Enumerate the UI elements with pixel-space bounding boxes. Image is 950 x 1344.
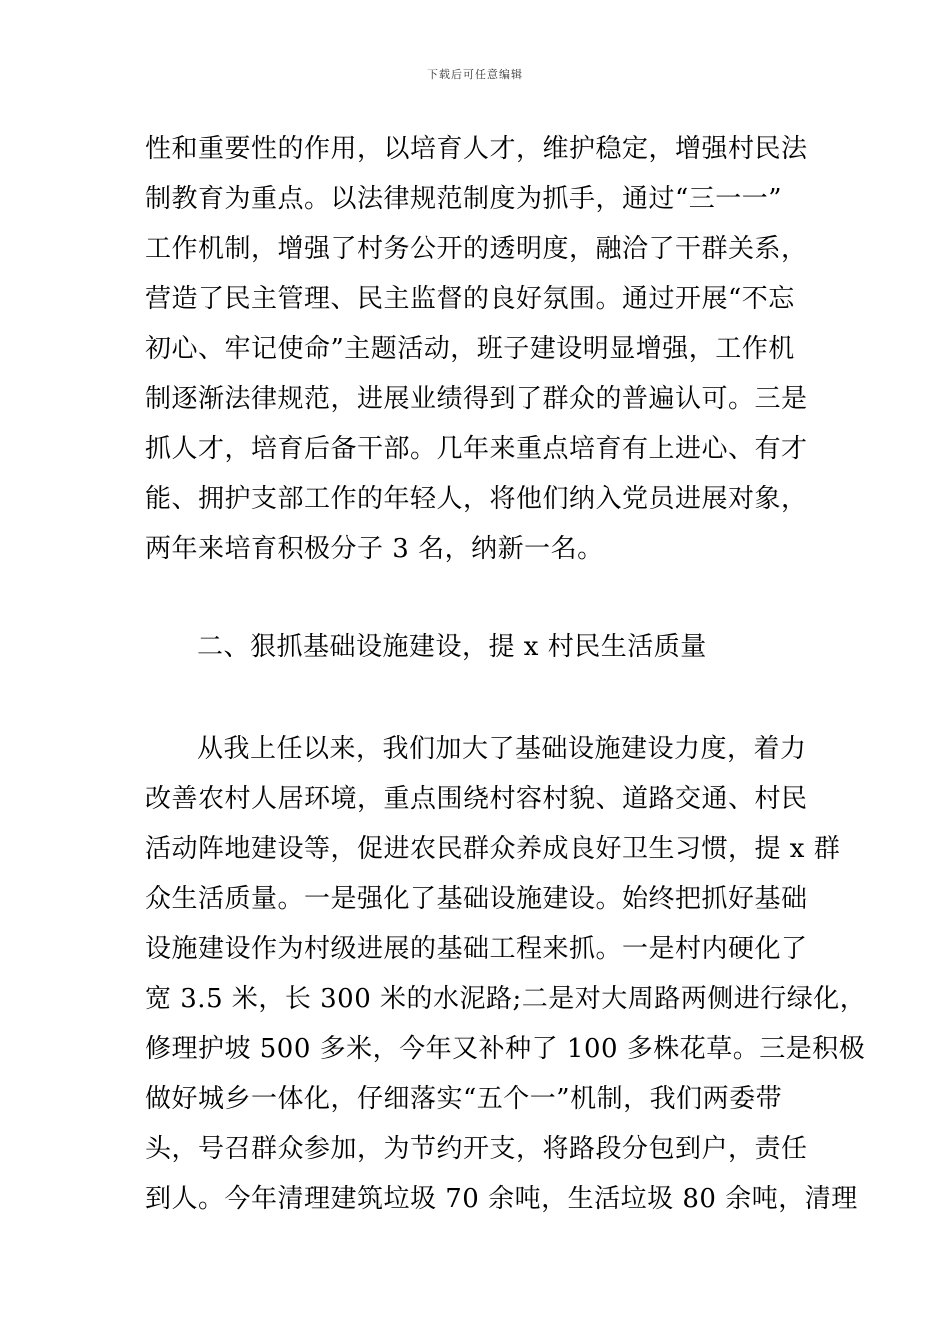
paragraph-line: 头，号召群众参加，为节约开支，将路段分包到户，责任 (145, 1134, 808, 1164)
paragraph-line: 活动阵地建设等，促进农民群众养成良好卫生习惯，提 x 群 (145, 834, 841, 864)
paragraph-line: 能、拥护支部工作的年轻人，将他们纳入党员进展对象， (145, 484, 808, 514)
header-note: 下载后可任意编辑 (427, 68, 523, 81)
paragraph-line: 抓人才，培育后备干部。几年来重点培育有上进心、有才 (145, 434, 808, 464)
paragraph-line: 做好城乡一体化，仔细落实“五个一”机制，我们两委带 (145, 1084, 783, 1114)
paragraph-line: 性和重要性的作用，以培育人才，维护稳定，增强村民法 (145, 134, 808, 164)
paragraph-line: 制教育为重点。以法律规范制度为抓手，通过“三一一” (145, 184, 783, 214)
paragraph-line: 众生活质量。一是强化了基础设施建设。始终把抓好基础 (145, 884, 808, 914)
paragraph-line: 到人。今年清理建筑垃圾 70 余吨，生活垃圾 80 余吨，清理 (145, 1184, 858, 1214)
paragraph-line: 宽 3.5 米，长 300 米的水泥路;二是对大周路两侧进行绿化， (145, 984, 867, 1014)
paragraph-line: 工作机制，增强了村务公开的透明度，融洽了干群关系， (145, 234, 808, 264)
section-heading: 二、狠抓基础设施建设，提 x 村民生活质量 (197, 632, 707, 662)
paragraph-line: 营造了民主管理、民主监督的良好氛围。通过开展“不忘 (145, 284, 795, 314)
paragraph-line: 修理护坡 500 多米，今年又补种了 100 多株花草。三是积极 (145, 1034, 866, 1064)
paragraph-line: 制逐渐法律规范，进展业绩得到了群众的普遍认可。三是 (145, 384, 808, 414)
paragraph-line: 改善农村人居环境，重点围绕村容村貌、道路交通、村民 (145, 784, 808, 814)
paragraph-line: 两年来培育积极分子 3 名，纳新一名。 (145, 534, 604, 564)
paragraph-line: 初心、牢记使命”主题活动，班子建设明显增强，工作机 (145, 334, 795, 364)
paragraph-line: 设施建设作为村级进展的基础工程来抓。一是村内硬化了 (145, 934, 808, 964)
paragraph-line: 从我上任以来，我们加大了基础设施建设力度，着力 (197, 734, 807, 764)
